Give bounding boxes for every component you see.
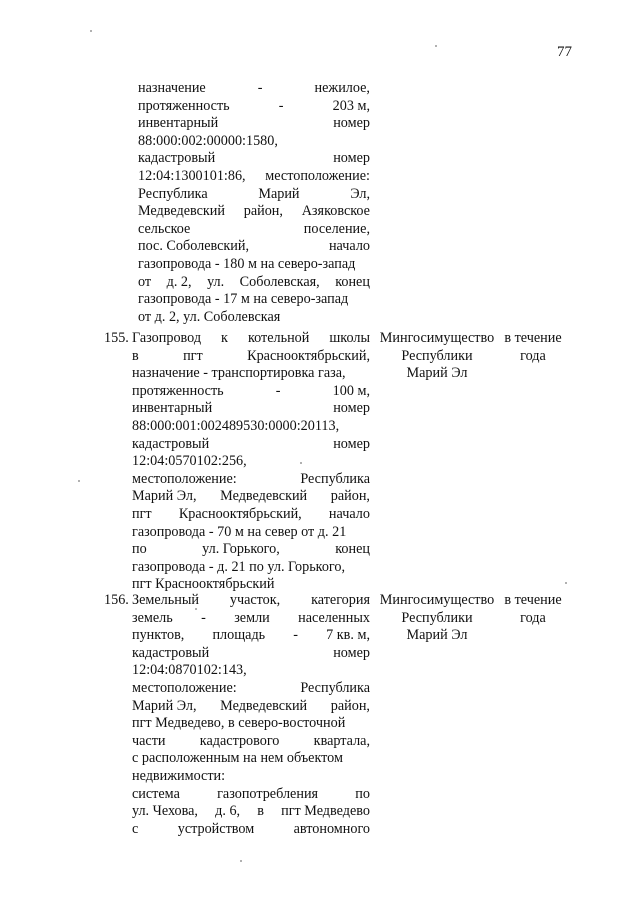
text-fragment: газопровода - д. 21 по ул. Горького, <box>132 558 346 575</box>
deadline-line: года <box>520 609 546 626</box>
continuation-line <box>138 256 370 274</box>
text-fragment: Республика <box>138 185 208 202</box>
text-fragment: поселение, <box>303 220 370 237</box>
scan-speck <box>565 582 567 584</box>
text-fragment: Республика <box>300 680 370 696</box>
text-fragment: 88:000:002:00000:1580, <box>138 132 278 149</box>
text-fragment: части <box>132 732 166 749</box>
continuation-line <box>138 221 370 239</box>
text-fragment: автономного <box>293 820 370 837</box>
organization-line: Мингосимущество <box>379 330 495 346</box>
entry-number: 155. <box>104 330 129 346</box>
text-fragment: 100 м, <box>332 382 370 399</box>
text-fragment: пос. Соболевский, <box>138 238 250 255</box>
text-fragment: начало <box>328 506 370 522</box>
entry-description-line <box>132 400 370 418</box>
text-fragment: Соболевская, <box>239 273 320 290</box>
organization-line: Марий Эл <box>406 365 468 382</box>
text-fragment: пгт <box>183 347 203 364</box>
scan-speck <box>195 608 197 610</box>
deadline-line: в течение <box>504 330 562 346</box>
entry-description-line <box>132 365 370 383</box>
entry-description-line <box>132 506 370 524</box>
page-number: 77 <box>557 44 572 60</box>
responsible-organization <box>372 592 502 645</box>
entry-description-line <box>132 453 370 471</box>
continuation-line <box>138 186 370 204</box>
deadline <box>502 592 564 627</box>
organization-line: Республики <box>401 347 473 364</box>
text-fragment: пгт Медведево, в северо-восточной <box>132 715 346 732</box>
deadline <box>502 330 564 365</box>
continuation-line <box>138 291 370 309</box>
text-fragment: школы <box>329 330 370 346</box>
organization-line: Республики <box>401 609 473 626</box>
text-fragment: район, <box>330 488 370 505</box>
continuation-line <box>138 150 370 168</box>
entry-description-line <box>132 715 370 733</box>
text-fragment: д. 2, <box>166 273 192 290</box>
continuation-line <box>138 274 370 292</box>
entry-description-line <box>132 559 370 577</box>
text-fragment: Краснооктябрьский, <box>247 347 370 364</box>
text-fragment: номер <box>333 435 370 452</box>
text-fragment: от д. 2, ул. Соболевская <box>138 308 281 325</box>
text-fragment: Республика <box>300 470 370 487</box>
scan-speck <box>435 45 437 47</box>
text-fragment: пгт Краснооктябрьский <box>132 576 275 593</box>
text-fragment: Медведевский <box>220 488 308 505</box>
text-fragment: участок, <box>229 592 281 608</box>
deadline-line: года <box>520 347 546 364</box>
text-fragment: 88:000:001:002489530:0000:20113, <box>132 418 340 434</box>
text-fragment: Азяковское <box>301 203 370 220</box>
entry-description-line <box>132 541 370 559</box>
text-fragment: местоположение: <box>265 168 370 184</box>
text-fragment: конец <box>335 273 370 290</box>
responsible-organization <box>372 330 502 383</box>
text-fragment: назначение <box>138 80 206 96</box>
entry-description-line <box>132 418 370 436</box>
entry-description-line <box>132 645 370 663</box>
entry-description-line <box>132 348 370 366</box>
continuation-line <box>138 238 370 256</box>
entry-description-line <box>132 471 370 489</box>
text-fragment: Медведевский <box>220 697 308 714</box>
entry-description-line <box>132 610 370 628</box>
text-fragment: - <box>275 382 281 399</box>
text-fragment: площадь <box>212 627 266 644</box>
text-fragment: газопровода - 180 м на северо-запад <box>138 256 356 272</box>
text-fragment: протяженность <box>132 382 224 399</box>
text-fragment: протяженность <box>138 97 230 114</box>
text-fragment: 12:04:1300101:86, <box>138 168 246 184</box>
entry-description-line <box>132 383 370 401</box>
continuation-line <box>138 115 370 133</box>
entry-description-line <box>132 821 370 839</box>
entry-description-line <box>132 786 370 804</box>
text-fragment: 12:04:0570102:256, <box>132 453 247 470</box>
text-fragment: Газопровод <box>132 330 202 346</box>
scan-speck <box>240 860 242 862</box>
text-fragment: Марий <box>258 185 300 202</box>
text-fragment: категория <box>311 592 370 608</box>
entry-description-line <box>132 750 370 768</box>
text-fragment: назначение - транспортировка газа, <box>132 365 346 382</box>
text-fragment: местоположение: <box>132 470 237 487</box>
scan-speck <box>90 30 92 32</box>
entry-number: 156. <box>104 592 129 608</box>
text-fragment: номер <box>333 115 370 132</box>
text-fragment: местоположение: <box>132 680 237 696</box>
text-fragment: система <box>132 785 180 802</box>
text-fragment: в <box>257 803 264 820</box>
entry-description-line <box>132 627 370 645</box>
text-fragment: земли <box>234 609 270 626</box>
text-fragment: населенных <box>298 609 370 626</box>
text-fragment: от <box>138 273 152 290</box>
entry-description-line <box>132 524 370 542</box>
text-fragment: Краснооктябрьский, <box>178 506 302 522</box>
text-fragment: газопотребления <box>217 785 319 802</box>
continuation-line <box>138 203 370 221</box>
text-fragment: Марий Эл, <box>132 488 197 505</box>
text-fragment: в <box>132 347 139 364</box>
text-fragment: Эл, <box>350 185 370 202</box>
entry-description-line <box>132 330 370 348</box>
text-fragment: Медведевский <box>138 203 225 220</box>
deadline-line: в течение <box>504 592 562 608</box>
text-fragment: пгт Медведево <box>281 803 370 820</box>
text-fragment: по <box>355 785 370 802</box>
text-fragment: начало <box>328 238 370 255</box>
entry-description-line <box>132 592 370 610</box>
text-fragment: Земельный <box>132 592 199 608</box>
text-fragment: кадастровый <box>138 150 216 167</box>
text-fragment: д. 6, <box>215 803 241 820</box>
text-fragment: по <box>132 541 147 558</box>
entry-description-line <box>132 733 370 751</box>
text-fragment: ул. Горького, <box>202 541 280 558</box>
text-fragment: район, <box>330 697 370 714</box>
text-fragment: газопровода - 70 м на север от д. 21 <box>132 523 347 540</box>
entry-description-line <box>132 803 370 821</box>
text-fragment: район, <box>243 203 283 220</box>
text-fragment: кадастровый <box>132 644 210 661</box>
text-fragment: с расположенным на нем объектом <box>132 750 343 767</box>
text-fragment: ул. Чехова, <box>132 803 198 820</box>
continuation-line <box>138 168 370 186</box>
text-fragment: 203 м, <box>332 97 370 114</box>
continuation-line <box>138 80 370 98</box>
text-fragment: кадастровый <box>132 435 210 452</box>
text-fragment: котельной <box>247 330 310 346</box>
text-fragment: с <box>132 820 139 837</box>
organization-line: Мингосимущество <box>379 592 495 608</box>
entry-description-line <box>132 436 370 454</box>
entry-description-line <box>132 698 370 716</box>
text-fragment: устройством <box>177 820 255 837</box>
continuation-line <box>138 309 370 327</box>
entry-description-line <box>132 488 370 506</box>
text-fragment: квартала, <box>313 732 370 749</box>
text-fragment: ул. <box>207 273 225 290</box>
organization-line: Марий Эл <box>406 627 468 644</box>
text-fragment: инвентарный <box>132 400 213 417</box>
text-fragment: 7 кв. м, <box>326 627 370 644</box>
text-fragment: инвентарный <box>138 115 219 132</box>
continuation-line <box>138 98 370 116</box>
text-fragment: пгт <box>132 506 152 522</box>
entry-description-line <box>132 680 370 698</box>
text-fragment: к <box>221 330 228 346</box>
scan-speck <box>300 462 302 464</box>
entry-description-line <box>132 768 370 786</box>
text-fragment: пунктов, <box>132 627 185 644</box>
continuation-line <box>138 133 370 151</box>
text-fragment: Марий Эл, <box>132 697 197 714</box>
text-fragment: нежилое, <box>314 80 370 96</box>
text-fragment: 12:04:0870102:143, <box>132 662 247 679</box>
text-fragment: земель <box>132 609 173 626</box>
text-fragment: номер <box>333 400 370 417</box>
text-fragment: - <box>278 97 284 114</box>
entry-description-line <box>132 662 370 680</box>
text-fragment: конец <box>335 541 370 558</box>
text-fragment: сельское <box>138 220 191 237</box>
text-fragment: номер <box>333 644 370 661</box>
text-fragment: газопровода - 17 м на северо-запад <box>138 291 349 308</box>
text-fragment: недвижимости: <box>132 768 226 784</box>
text-fragment: кадастрового <box>199 732 280 749</box>
text-fragment: - <box>257 80 263 96</box>
text-fragment: - <box>293 627 299 644</box>
text-fragment: - <box>201 609 206 626</box>
text-fragment: номер <box>333 150 370 167</box>
scan-speck <box>78 480 80 482</box>
